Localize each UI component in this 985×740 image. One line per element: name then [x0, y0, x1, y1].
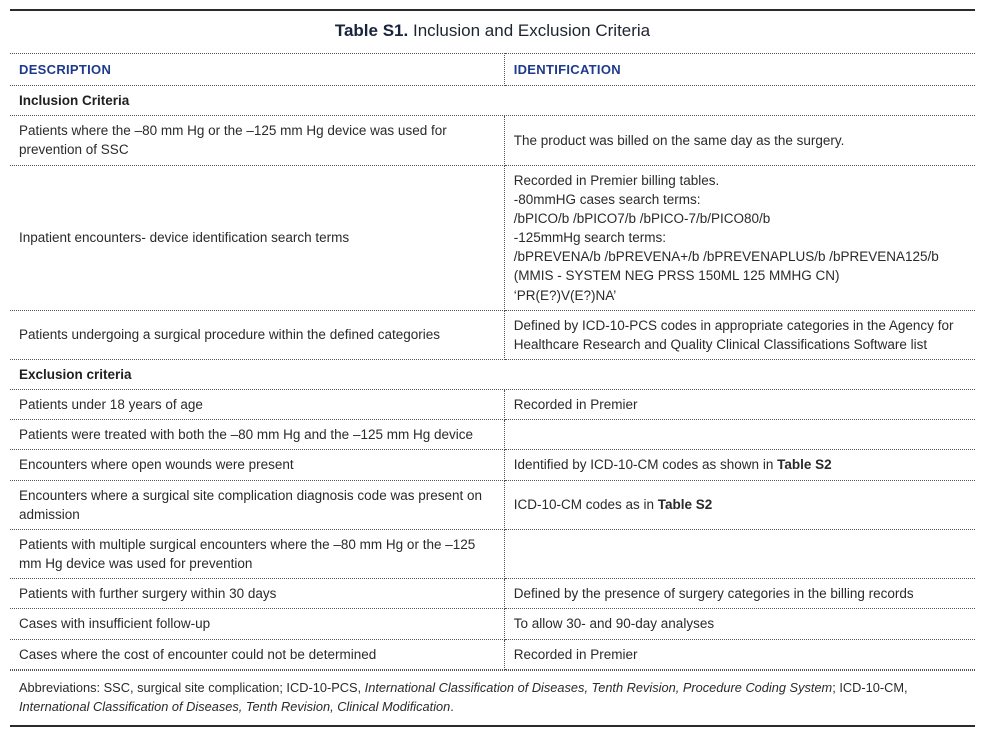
section-heading: Exclusion criteria — [10, 359, 975, 389]
identification-text: Recorded in Premier billing tables. — [513, 172, 720, 188]
description-cell: Cases where the cost of encounter could not be determined — [10, 639, 504, 669]
table-title-label: Table S1. — [334, 21, 409, 40]
description-cell: Patients where the –80 mm Hg or the –125 mm Hg device was used for prevention of SSC — [10, 116, 504, 165]
identification-line — [514, 209, 967, 228]
identification-cell — [504, 609, 975, 639]
identification-cell — [504, 390, 975, 420]
description-cell: Inpatient encounters- device identification search terms — [10, 165, 504, 310]
identification-cell — [504, 420, 975, 450]
criteria-table — [10, 53, 975, 670]
table-row — [10, 639, 975, 669]
identification-cell — [504, 480, 975, 529]
table-row — [10, 480, 975, 529]
identification-cell — [504, 310, 975, 359]
identification-bold-text: Table S2 — [657, 497, 713, 513]
table-row — [10, 450, 975, 480]
abbreviations-footnote — [10, 670, 975, 725]
identification-line — [514, 645, 967, 664]
identification-line — [514, 495, 967, 514]
header-row — [10, 54, 975, 86]
description-cell: Patients undergoing a surgical procedure within the defined categories — [10, 310, 504, 359]
table-row — [10, 165, 975, 310]
identification-text: ICD-10-CM codes as in — [513, 497, 658, 513]
identification-cell — [504, 116, 975, 165]
identification-text: (MMIS - SYSTEM NEG PRSS 150ML 125 MMHG CN) — [513, 268, 840, 284]
identification-text: Defined by the presence of surgery categories in the billing records — [513, 586, 914, 602]
description-cell: Encounters where a surgical site complication diagnosis code was present on admission — [10, 480, 504, 529]
identification-line — [514, 131, 967, 150]
section-heading: Inclusion Criteria — [10, 86, 975, 116]
identification-text: /bPICO/b /bPICO7/b /bPICO-7/b/PICO80/b — [513, 210, 771, 226]
identification-line — [514, 614, 967, 633]
description-cell: Patients were treated with both the –80 mm Hg and the –125 mm Hg device — [10, 420, 504, 450]
document-page — [0, 9, 985, 740]
table-title-text: Inclusion and Exclusion Criteria — [412, 21, 651, 40]
identification-text: Defined by ICD-10-PCS codes in appropriate categories in the Agency for Healthcare Research and Quality Clinical Classifications Software list — [513, 317, 954, 352]
identification-text: To allow 30- and 90-day analyses — [513, 616, 715, 632]
identification-cell — [504, 450, 975, 480]
identification-line — [514, 455, 967, 474]
bottom-rule — [10, 725, 975, 727]
description-cell: Patients under 18 years of age — [10, 390, 504, 420]
description-cell: Encounters where open wounds were present — [10, 450, 504, 480]
identification-line — [514, 171, 967, 190]
identification-line — [514, 286, 967, 305]
section-heading-row — [10, 359, 975, 389]
table-row — [10, 116, 975, 165]
table-body — [10, 86, 975, 670]
table-row — [10, 529, 975, 578]
identification-text: ‘PR(E?)V(E?)NA’ — [513, 287, 617, 303]
table-row — [10, 390, 975, 420]
footnote-italic-text: International Classification of Diseases, Tenth Revision, Clinical Modification — [19, 698, 451, 714]
identification-bold-text: Table S2 — [777, 457, 832, 473]
description-cell: Patients with multiple surgical encounters where the –80 mm Hg or the –125 mm Hg device was used for prevention — [10, 529, 504, 578]
identification-line — [514, 228, 967, 247]
identification-line — [514, 266, 967, 285]
identification-text: The product was billed on the same day as the surgery. — [513, 132, 845, 148]
identification-text: Recorded in Premier — [513, 646, 638, 662]
footnote-italic-text: International Classification of Diseases, Tenth Revision, Procedure Coding System — [364, 679, 833, 695]
identification-text: -80mmHG cases search terms: — [513, 191, 701, 207]
identification-line — [514, 584, 967, 603]
identification-cell — [504, 529, 975, 578]
identification-text: -125mmHg search terms: — [513, 230, 666, 246]
identification-text: Identified by ICD-10-CM codes as shown in — [513, 457, 778, 473]
identification-line — [514, 395, 967, 414]
top-rule — [10, 9, 975, 11]
table-row — [10, 420, 975, 450]
footnote-text: Abbreviations: SSC, surgical site complication; ICD-10-PCS, — [19, 679, 365, 695]
identification-line — [514, 247, 967, 266]
table-row — [10, 310, 975, 359]
section-heading-row — [10, 86, 975, 116]
identification-cell — [504, 639, 975, 669]
table-row — [10, 609, 975, 639]
column-header-description: DESCRIPTION — [10, 54, 504, 86]
column-header-identification: IDENTIFICATION — [504, 54, 975, 86]
identification-cell — [504, 579, 975, 609]
description-cell: Cases with insufficient follow-up — [10, 609, 504, 639]
table-row — [10, 579, 975, 609]
description-cell: Patients with further surgery within 30 days — [10, 579, 504, 609]
footnote-text: . — [450, 698, 454, 714]
table-title — [10, 20, 975, 42]
identification-line — [514, 316, 967, 354]
identification-text: /bPREVENA/b /bPREVENA+/b /bPREVENAPLUS/b /bPREVENA125/b — [513, 249, 939, 265]
identification-line — [514, 190, 967, 209]
footnote-text: ; ICD-10-CM, — [832, 679, 908, 695]
identification-text: Recorded in Premier — [513, 397, 638, 413]
table-header — [10, 54, 975, 86]
identification-cell — [504, 165, 975, 310]
